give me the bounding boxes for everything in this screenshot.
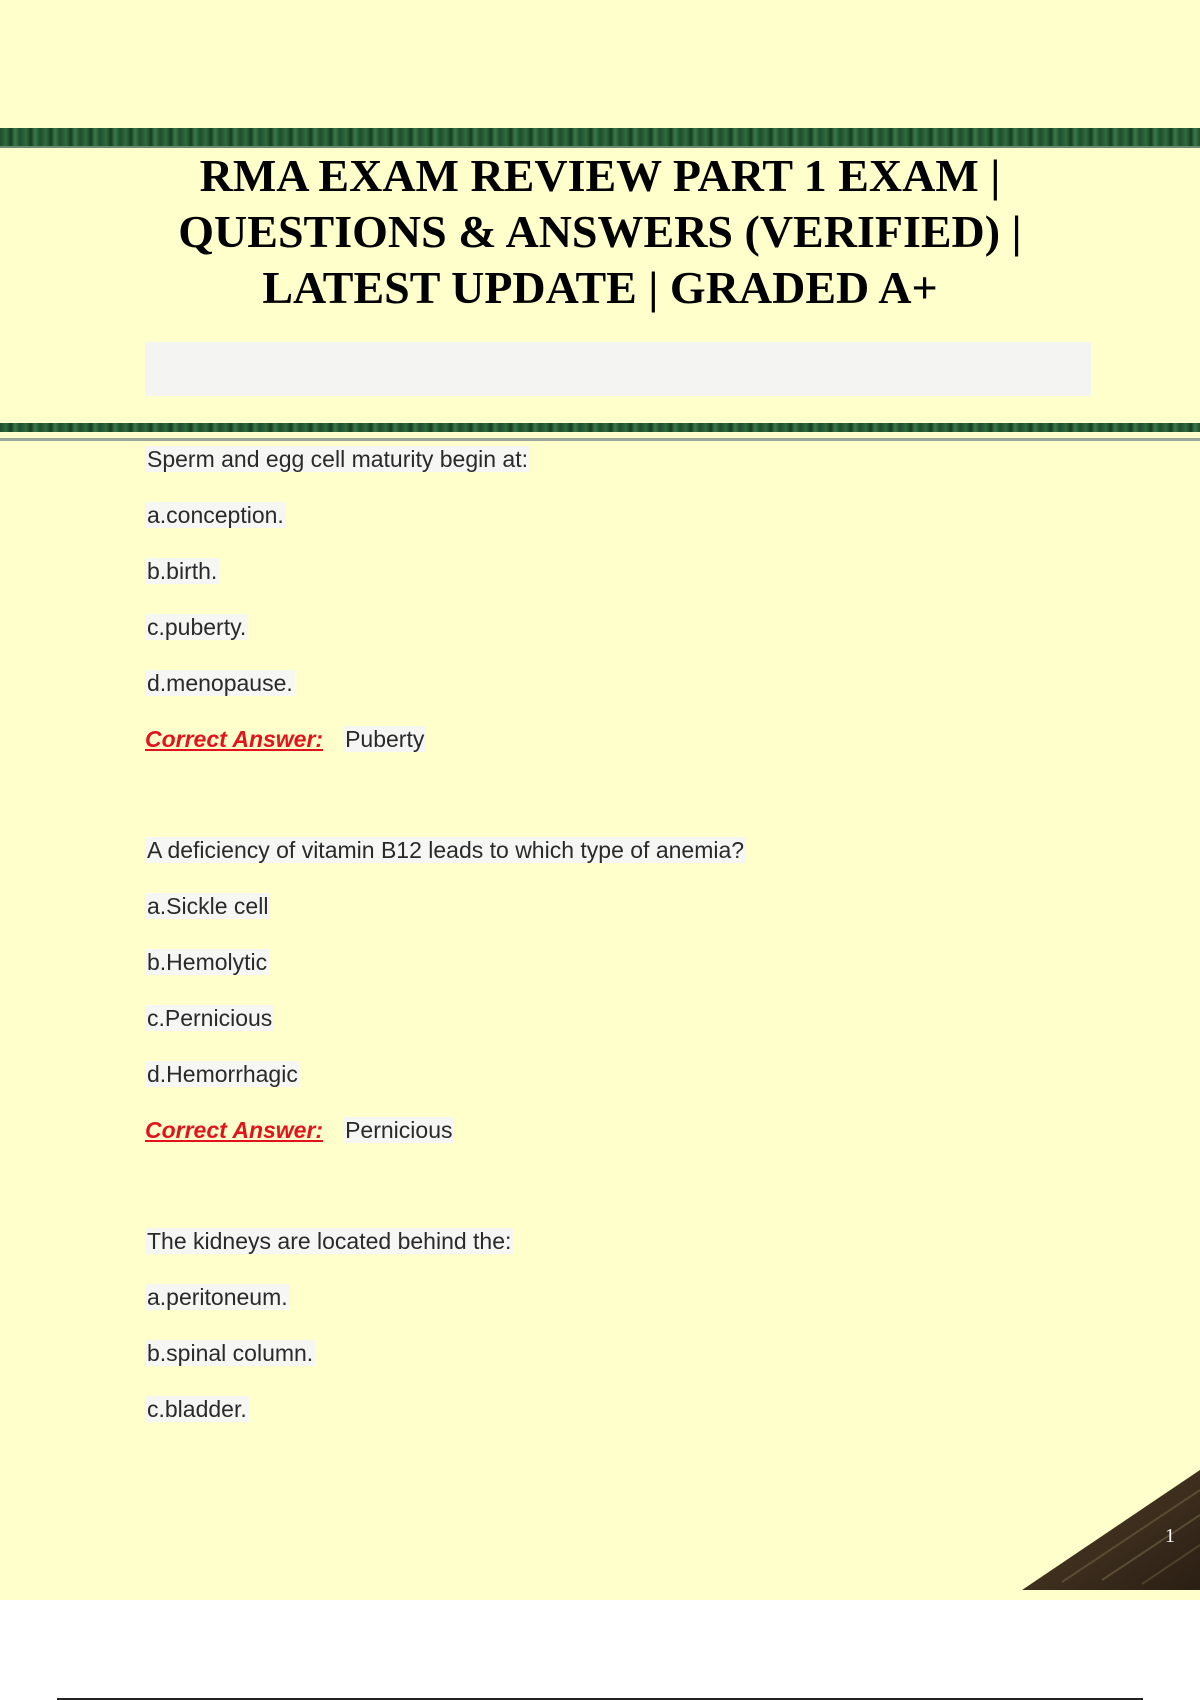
- question-block: [145, 1219, 1045, 1443]
- page-number: 1: [1165, 1525, 1175, 1547]
- option-b: b.Hemolytic: [147, 949, 268, 975]
- option-d: d.menopause.: [147, 670, 293, 696]
- title-line-2: QUESTIONS & ANSWERS (VERIFIED) |: [178, 206, 1022, 257]
- document-title: [100, 148, 1100, 316]
- question-text: A deficiency of vitamin B12 leads to which type of anemia?: [147, 837, 745, 863]
- option-a: a.Sickle cell: [147, 893, 269, 919]
- question-block: [145, 828, 1045, 1164]
- title-line-3: LATEST UPDATE | GRADED A+: [262, 262, 938, 313]
- title-line-1: RMA EXAM REVIEW PART 1 EXAM |: [199, 150, 1001, 201]
- question-text: The kidneys are located behind the:: [147, 1228, 512, 1254]
- question-list: [145, 437, 1045, 1443]
- correct-answer-row: [145, 717, 1045, 773]
- correct-answer-label: Correct Answer:: [145, 726, 324, 752]
- correct-answer-value: Puberty: [345, 726, 425, 752]
- option-c: c.bladder.: [147, 1396, 247, 1422]
- correct-answer-label: Correct Answer:: [145, 1117, 324, 1143]
- title-placeholder-box: [145, 342, 1091, 396]
- correct-answer-row: [145, 1108, 1045, 1164]
- question-spacer: [145, 1164, 1045, 1219]
- option-a: a.peritoneum.: [147, 1284, 288, 1310]
- question-spacer: [145, 773, 1045, 828]
- option-b: b.birth.: [147, 558, 218, 584]
- option-c: c.puberty.: [147, 614, 247, 640]
- question-text: Sperm and egg cell maturity begin at:: [147, 446, 528, 472]
- correct-answer-value: Pernicious: [345, 1117, 453, 1143]
- option-d: d.Hemorrhagic: [147, 1061, 298, 1087]
- question-block: [145, 437, 1045, 773]
- header-bottom-band: [0, 423, 1200, 432]
- option-a: a.conception.: [147, 502, 284, 528]
- option-b: b.spinal column.: [147, 1340, 314, 1366]
- option-c: c.Pernicious: [147, 1005, 273, 1031]
- header-top-band: [0, 128, 1200, 146]
